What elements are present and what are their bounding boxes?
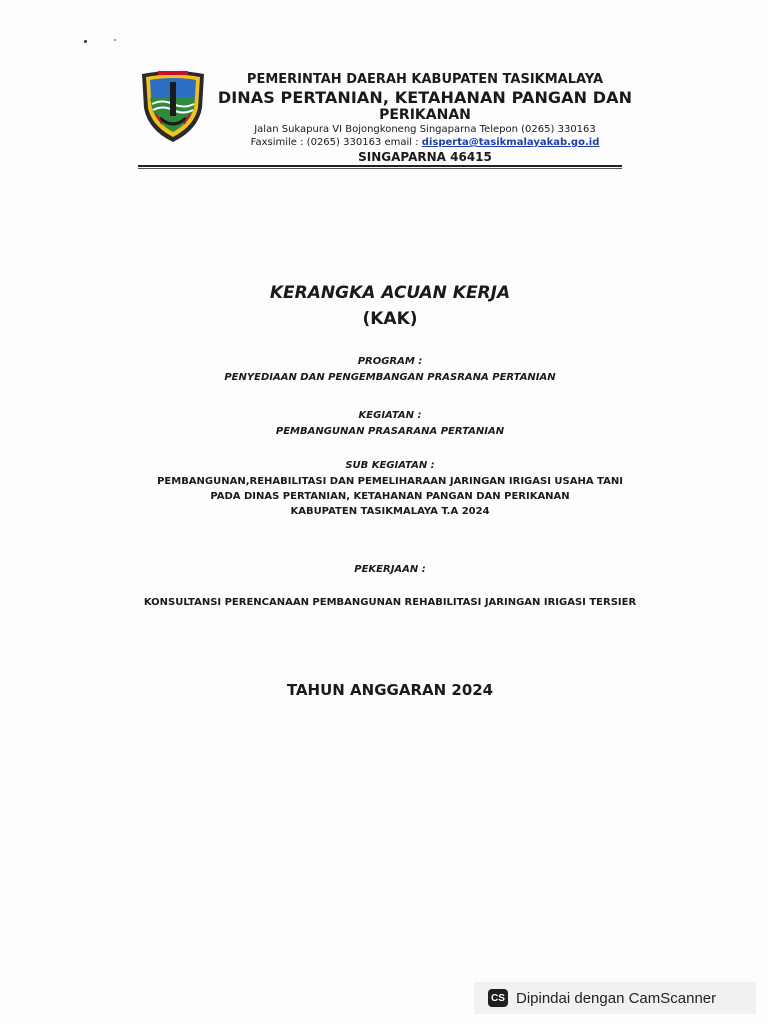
sub-kegiatan-line-1: PEMBANGUNAN,REHABILITASI DAN PEMELIHARAAN JARINGAN IRIGASI USAHA TANI [157, 476, 623, 487]
kabupaten-tasikmalaya-emblem-icon [138, 68, 208, 144]
letterhead-contact [215, 137, 635, 148]
letterhead-divider-thin [138, 168, 622, 169]
camscanner-text: Dipindai dengan CamScanner [516, 989, 717, 1007]
document-title: KERANGKA ACUAN KERJA [269, 283, 511, 303]
document-subtitle: (KAK) [362, 309, 418, 329]
letterhead-address: Jalan Sukapura VI Bojongkoneng Singaparna Telepon (0265) 330163 [254, 124, 596, 135]
program-value: PENYEDIAAN DAN PENGEMBANGAN PRASRANA PERTANIAN [224, 372, 556, 383]
letterhead-fax: Faxsimile : (0265) 330163 email : [250, 137, 422, 148]
pekerjaan-label: PEKERJAAN : [354, 564, 426, 575]
letterhead-divider [138, 165, 622, 167]
letterhead-government: PEMERINTAH DAERAH KABUPATEN TASIKMALAYA [246, 72, 604, 87]
scan-speck [84, 40, 87, 43]
pekerjaan-value: KONSULTANSI PERENCANAAN PEMBANGUNAN REHABILITASI JARINGAN IRIGASI TERSIER [143, 597, 637, 608]
letterhead-email-link[interactable]: disperta@tasikmalayakab.go.id [421, 137, 600, 148]
sub-kegiatan-line-3: KABUPATEN TASIKMALAYA T.A 2024 [290, 506, 490, 517]
letterhead-city: SINGAPARNA 46415 [358, 150, 492, 164]
program-label: PROGRAM : [357, 356, 423, 367]
camscanner-logo-icon: CS [488, 989, 508, 1007]
sub-kegiatan-line-2: PADA DINAS PERTANIAN, KETAHANAN PANGAN DAN PERIKANAN [210, 491, 570, 502]
budget-year: TAHUN ANGGARAN 2024 [286, 681, 494, 699]
kegiatan-value: PEMBANGUNAN PRASARANA PERTANIAN [275, 426, 505, 437]
letterhead-agency-cont: PERIKANAN [379, 107, 471, 123]
camscanner-watermark [474, 982, 756, 1014]
letterhead-agency: DINAS PERTANIAN, KETAHANAN PANGAN DAN [217, 88, 633, 107]
sub-kegiatan-label: SUB KEGIATAN : [345, 460, 435, 471]
scan-speck [114, 39, 116, 41]
kegiatan-label: KEGIATAN : [358, 410, 422, 421]
